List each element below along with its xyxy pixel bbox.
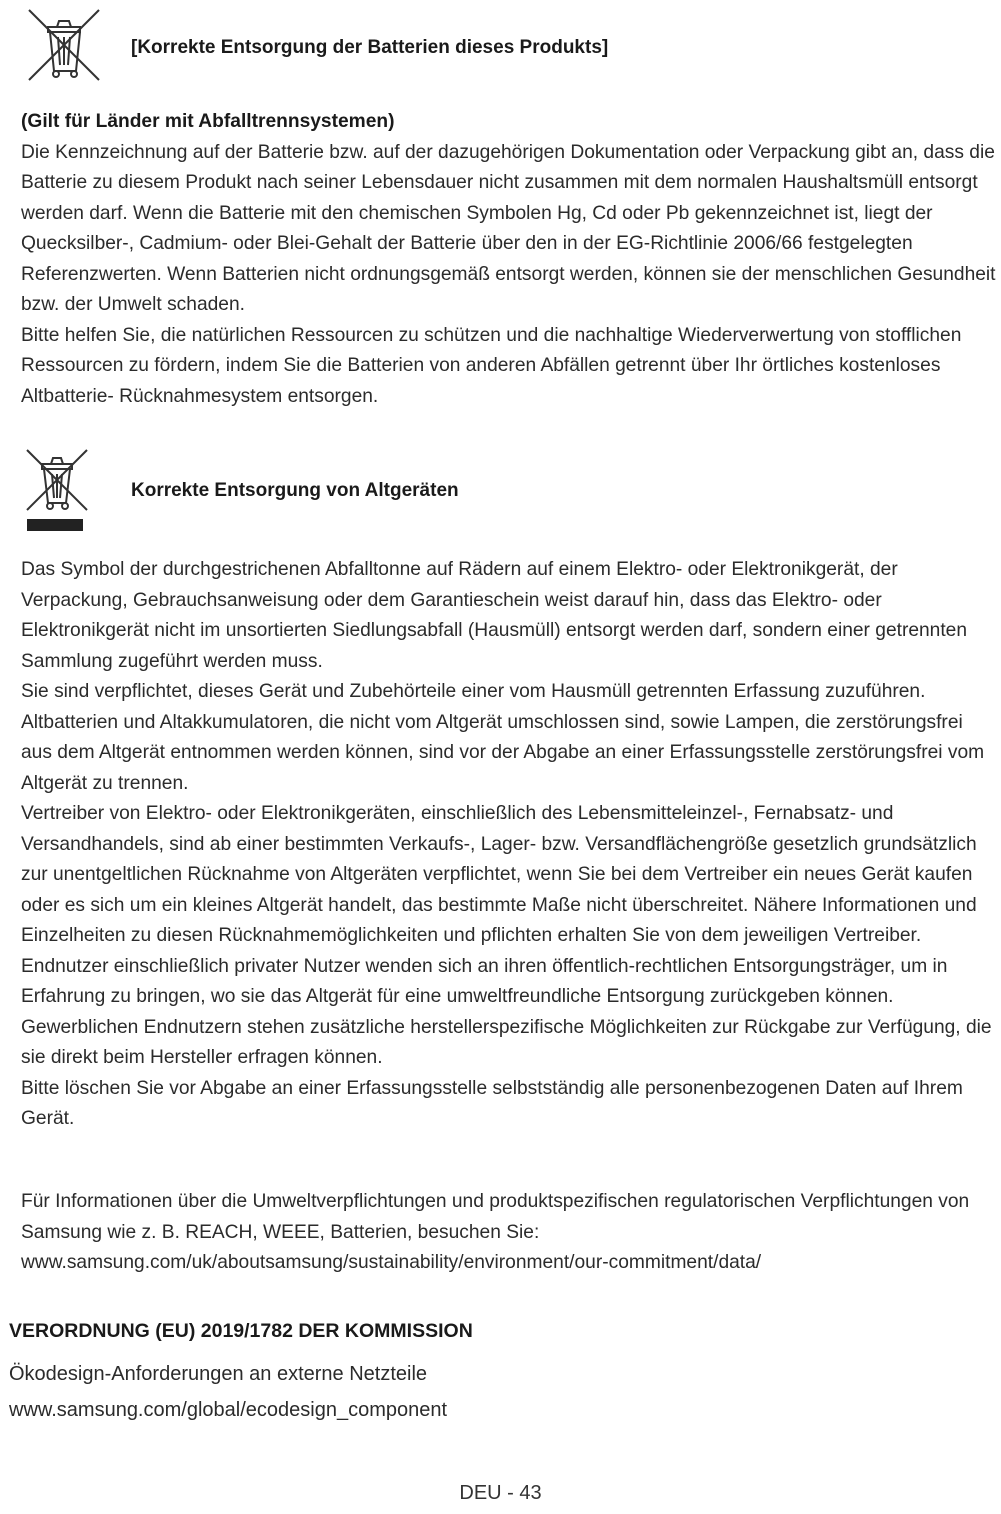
weee-paragraph: Vertreiber von Elektro- oder Elektronikgeräten, einschließlich des Lebensmitteleinzel-, Fernabsatz- und Versandhandels, sind ab einer bestimmten Verkaufs-, Lager- bzw. Versandflächengröße gesetzlich grundsätzlich zur unentgeltlichen Rücknahme von Altgeräten verpflichtet, wenn Sie bei dem Vertreiber ein neues Gerät kaufen oder es sich um ein kleines Altgerät handelt, das bestimmte Maße nicht überschreitet. Nähere Informationen und Einzelheiten zu diesen Rücknahmemöglichkeiten und pflichten erhalten Sie von dem jeweiligen Vertreiber. bbox=[21, 803, 977, 946]
regulation-line: Ökodesign-Anforderungen an externe Netzteile bbox=[9, 1363, 428, 1385]
regulation-title: VERORDNUNG (EU) 2019/1782 DER KOMMISSION bbox=[9, 1320, 473, 1342]
battery-section-subtitle: (Gilt für Länder mit Abfalltrennsystemen) bbox=[21, 111, 395, 132]
weee-paragraph: Sie sind verpflichtet, dieses Gerät und Zubehörteile einer vom Hausmüll getrennten Erfassung zuzuführen. bbox=[21, 681, 926, 702]
info-section bbox=[21, 1187, 997, 1279]
weee-paragraph: Das Symbol der durchgestrichenen Abfalltonne auf Rädern auf einem Elektro- oder Elektronikgerät, der Verpackung, Gebrauchsanweisung oder dem Garantieschein weist darauf hin, dass das Elektro- oder Elektronikgerät nicht im unsortierten Siedlungsabfall (Hausmüll) entsorgt werden darf, sondern einer getrennten Sammlung zugeführt werden muss. bbox=[21, 559, 968, 672]
weee-paragraph: Endnutzer einschließlich privater Nutzer wenden sich an ihren öffentlich-rechtlichen Entsorgungsträger, um in Erfahrung zu bringen, wo sie das Altgerät für eine umweltfreundliche Entsorgung zurückgeben können. Gewerblichen Endnutzern stehen zusätzliche herstellerspezifische Möglichkeiten zur Rückgabe zur Verfügung, die sie direkt beim Hersteller erfragen können. bbox=[21, 955, 992, 1068]
battery-section-title: [Korrekte Entsorgung der Batterien dieses Produkts] bbox=[131, 37, 609, 58]
battery-section-body bbox=[21, 107, 997, 412]
crossed-wheelie-bin-bar-icon bbox=[24, 447, 90, 535]
weee-section-body bbox=[21, 555, 997, 1135]
battery-paragraph: Die Kennzeichnung auf der Batterie bzw. auf der dazugehörigen Dokumentation oder Verpackung gibt an, dass die Batterie zu diesem Produkt nach seiner Lebensdauer nicht zusammen mit dem normalen Haushaltsmüll entsorgt werden darf. Wenn die Batterie mit den chemischen Symbolen Hg, Cd oder Pb gekennzeichnet ist, liegt der Quecksilber-, Cadmium- oder Blei-Gehalt der Batterie über den in der EG-Richtlinie 2006/66 festgelegten Referenzwerten. Wenn Batterien nicht ordnungsgemäß entsorgt werden, können sie der menschlichen Gesundheit bzw. der Umwelt schaden. bbox=[21, 141, 996, 315]
info-url[interactable]: www.samsung.com/uk/aboutsamsung/sustainability/environment/our-commitment/data/ bbox=[21, 1252, 762, 1273]
weee-paragraph: Bitte löschen Sie vor Abgabe an einer Erfassungsstelle selbstständig alle personenbezogenen Daten auf Ihrem Gerät. bbox=[21, 1077, 963, 1129]
weee-section-title: Korrekte Entsorgung von Altgeräten bbox=[131, 480, 459, 501]
regulation-body bbox=[9, 1356, 447, 1428]
battery-paragraph: Bitte helfen Sie, die natürlichen Ressourcen zu schützen und die nachhaltige Wiederverwertung von stofflichen Ressourcen zu fördern, indem Sie die Batterien von anderen Abfällen getrennt über Ihr örtliches kostenloses Altbatterie- Rücknahmesystem entsorgen. bbox=[21, 324, 962, 407]
weee-paragraph: Altbatterien und Altakkumulatoren, die nicht vom Altgerät umschlossen sind, sowie Lampen, die zerstörungsfrei aus dem Altgerät entnommen werden können, sind vor der Abgabe an einer Erfassungsstelle zerstörungsfrei vom Altgerät zu trennen. bbox=[21, 711, 985, 794]
regulation-url[interactable]: www.samsung.com/global/ecodesign_component bbox=[9, 1399, 448, 1421]
info-text: Für Informationen über die Umweltverpflichtungen und produktspezifischen regulatorischen Verpflichtungen von Samsung wie z. B. REACH, WEEE, Batterien, besuchen Sie: bbox=[21, 1191, 970, 1243]
page-number: DEU - 43 bbox=[459, 1482, 542, 1504]
crossed-wheelie-bin-icon bbox=[26, 7, 102, 83]
